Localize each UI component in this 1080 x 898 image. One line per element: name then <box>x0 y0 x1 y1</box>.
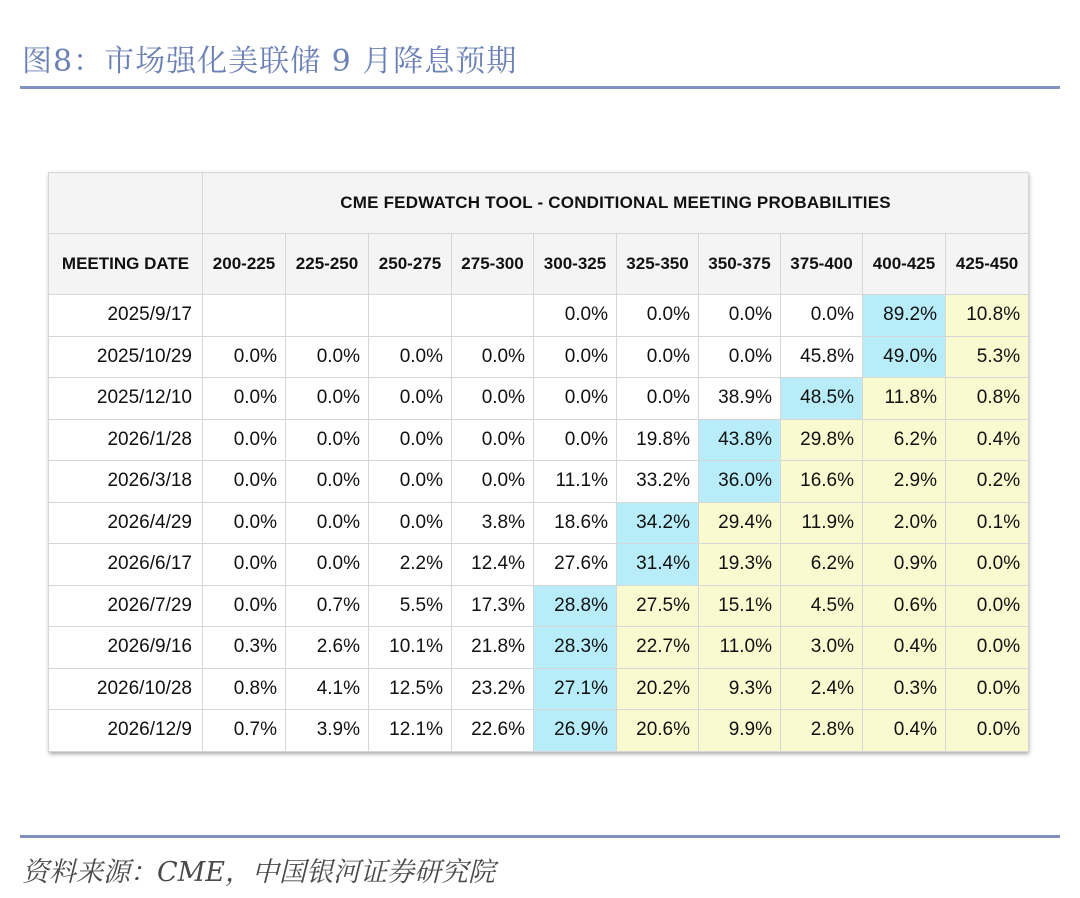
probability-cell: 9.9% <box>699 710 781 752</box>
probability-cell: 27.5% <box>617 585 699 627</box>
probability-cell <box>286 295 369 337</box>
probability-cell: 4.5% <box>781 585 863 627</box>
probability-cell: 29.4% <box>699 502 781 544</box>
probability-cell: 0.0% <box>534 295 617 337</box>
probability-cell: 34.2% <box>617 502 699 544</box>
probability-cell: 5.3% <box>946 336 1029 378</box>
probability-cell: 2.6% <box>286 627 369 669</box>
probability-cell: 0.4% <box>863 627 946 669</box>
table-row <box>49 502 1029 544</box>
probability-cell: 0.7% <box>286 585 369 627</box>
rate-range-header: 225-250 <box>286 234 369 295</box>
probability-cell: 0.8% <box>946 378 1029 420</box>
probability-cell: 0.2% <box>946 461 1029 503</box>
probability-cell: 0.7% <box>203 710 286 752</box>
meeting-date-cell: 2026/4/29 <box>49 502 203 544</box>
probability-cell <box>369 295 452 337</box>
probability-cell: 0.0% <box>534 336 617 378</box>
column-header-row <box>49 234 1029 295</box>
figure-source: 资料来源：CME，中国银河证券研究院 <box>22 857 496 888</box>
meeting-date-cell: 2026/1/28 <box>49 419 203 461</box>
probability-cell: 10.8% <box>946 295 1029 337</box>
probability-cell: 3.8% <box>452 502 534 544</box>
probability-cell: 15.1% <box>699 585 781 627</box>
meeting-date-cell: 2025/9/17 <box>49 295 203 337</box>
probability-cell: 36.0% <box>699 461 781 503</box>
probability-cell: 0.0% <box>452 336 534 378</box>
probability-cell: 2.2% <box>369 544 452 586</box>
probability-cell: 11.9% <box>781 502 863 544</box>
probability-cell: 16.6% <box>781 461 863 503</box>
probability-cell: 2.8% <box>781 710 863 752</box>
probability-cell: 2.4% <box>781 668 863 710</box>
probability-cell: 0.3% <box>863 668 946 710</box>
probability-cell: 33.2% <box>617 461 699 503</box>
probability-cell: 10.1% <box>369 627 452 669</box>
probability-cell: 48.5% <box>781 378 863 420</box>
table-row <box>49 585 1029 627</box>
probability-cell: 0.0% <box>617 378 699 420</box>
rate-range-header: 300-325 <box>534 234 617 295</box>
probability-cell: 11.1% <box>534 461 617 503</box>
probability-cell: 21.8% <box>452 627 534 669</box>
probability-cell: 0.8% <box>203 668 286 710</box>
probability-cell: 28.3% <box>534 627 617 669</box>
probability-cell: 0.3% <box>203 627 286 669</box>
probability-cell: 0.0% <box>203 585 286 627</box>
probability-cell: 45.8% <box>781 336 863 378</box>
probability-cell: 12.1% <box>369 710 452 752</box>
table-row <box>49 544 1029 586</box>
probability-cell: 12.5% <box>369 668 452 710</box>
probability-cell: 0.0% <box>286 419 369 461</box>
probability-table-container <box>48 172 1028 752</box>
probability-cell: 6.2% <box>863 419 946 461</box>
probability-cell: 0.0% <box>946 585 1029 627</box>
probability-cell: 19.8% <box>617 419 699 461</box>
probability-cell: 18.6% <box>534 502 617 544</box>
probability-cell: 0.0% <box>946 544 1029 586</box>
probability-cell: 0.9% <box>863 544 946 586</box>
table-row <box>49 710 1029 752</box>
meeting-date-header: MEETING DATE <box>49 234 203 295</box>
probability-cell: 22.7% <box>617 627 699 669</box>
probability-cell: 0.0% <box>203 544 286 586</box>
meeting-date-cell: 2026/9/16 <box>49 627 203 669</box>
probability-cell: 28.8% <box>534 585 617 627</box>
probability-cell: 0.0% <box>203 502 286 544</box>
probability-cell: 0.0% <box>286 378 369 420</box>
probability-cell: 0.0% <box>699 336 781 378</box>
table-row <box>49 668 1029 710</box>
probability-cell: 0.0% <box>617 295 699 337</box>
rate-range-header: 350-375 <box>699 234 781 295</box>
probability-cell: 0.0% <box>286 502 369 544</box>
probability-cell: 89.2% <box>863 295 946 337</box>
probability-cell: 43.8% <box>699 419 781 461</box>
probability-cell: 0.0% <box>286 336 369 378</box>
probability-cell: 0.0% <box>369 419 452 461</box>
probability-cell: 0.0% <box>617 336 699 378</box>
meeting-date-cell: 2025/10/29 <box>49 336 203 378</box>
tool-title: CME FEDWATCH TOOL - CONDITIONAL MEETING PROBABILITIES <box>203 173 1029 234</box>
probability-cell: 26.9% <box>534 710 617 752</box>
probability-cell: 49.0% <box>863 336 946 378</box>
figure-title: 图8：市场强化美联储 9 月降息预期 <box>22 44 518 79</box>
probability-cell: 0.0% <box>369 461 452 503</box>
probability-cell: 27.6% <box>534 544 617 586</box>
probability-cell: 2.0% <box>863 502 946 544</box>
rate-range-header: 250-275 <box>369 234 452 295</box>
meeting-date-cell: 2026/10/28 <box>49 668 203 710</box>
probability-cell: 0.0% <box>286 461 369 503</box>
probability-cell: 11.8% <box>863 378 946 420</box>
probability-cell: 6.2% <box>781 544 863 586</box>
probability-cell: 0.0% <box>452 419 534 461</box>
rate-range-header: 200-225 <box>203 234 286 295</box>
probability-cell: 0.0% <box>946 627 1029 669</box>
meeting-date-cell: 2026/12/9 <box>49 710 203 752</box>
probability-cell: 20.6% <box>617 710 699 752</box>
table-row <box>49 295 1029 337</box>
probability-cell: 4.1% <box>286 668 369 710</box>
probability-cell: 3.9% <box>286 710 369 752</box>
rate-range-header: 425-450 <box>946 234 1029 295</box>
probability-cell: 0.0% <box>946 710 1029 752</box>
table-row <box>49 461 1029 503</box>
rate-range-header: 275-300 <box>452 234 534 295</box>
probability-cell: 0.0% <box>452 378 534 420</box>
probability-cell: 0.0% <box>369 336 452 378</box>
probability-cell <box>203 295 286 337</box>
probability-cell: 11.0% <box>699 627 781 669</box>
title-divider <box>20 86 1060 89</box>
probability-cell: 22.6% <box>452 710 534 752</box>
probability-cell: 0.1% <box>946 502 1029 544</box>
rate-range-header: 325-350 <box>617 234 699 295</box>
probability-cell: 0.0% <box>534 419 617 461</box>
probability-cell: 38.9% <box>699 378 781 420</box>
table-row <box>49 336 1029 378</box>
source-divider <box>20 835 1060 838</box>
probability-cell: 12.4% <box>452 544 534 586</box>
probability-cell: 0.0% <box>946 668 1029 710</box>
probability-cell: 29.8% <box>781 419 863 461</box>
probability-cell: 2.9% <box>863 461 946 503</box>
probability-cell: 0.0% <box>286 544 369 586</box>
probability-cell: 0.4% <box>863 710 946 752</box>
probability-cell: 0.0% <box>369 502 452 544</box>
tool-title-row <box>49 173 1029 234</box>
rate-range-header: 375-400 <box>781 234 863 295</box>
probability-cell: 27.1% <box>534 668 617 710</box>
probability-cell: 5.5% <box>369 585 452 627</box>
corner-cell <box>49 173 203 234</box>
table-row <box>49 378 1029 420</box>
probability-cell: 31.4% <box>617 544 699 586</box>
probability-table <box>48 172 1029 752</box>
probability-cell: 0.6% <box>863 585 946 627</box>
table-row <box>49 627 1029 669</box>
probability-cell: 0.4% <box>946 419 1029 461</box>
probability-cell: 17.3% <box>452 585 534 627</box>
rate-range-header: 400-425 <box>863 234 946 295</box>
meeting-date-cell: 2026/7/29 <box>49 585 203 627</box>
meeting-date-cell: 2026/6/17 <box>49 544 203 586</box>
meeting-date-cell: 2025/12/10 <box>49 378 203 420</box>
probability-cell: 23.2% <box>452 668 534 710</box>
probability-cell <box>452 295 534 337</box>
probability-cell: 9.3% <box>699 668 781 710</box>
probability-cell: 0.0% <box>369 378 452 420</box>
probability-cell: 0.0% <box>699 295 781 337</box>
probability-cell: 19.3% <box>699 544 781 586</box>
probability-cell: 0.0% <box>203 461 286 503</box>
probability-cell: 0.0% <box>452 461 534 503</box>
probability-cell: 3.0% <box>781 627 863 669</box>
probability-cell: 20.2% <box>617 668 699 710</box>
probability-cell: 0.0% <box>534 378 617 420</box>
probability-cell: 0.0% <box>781 295 863 337</box>
meeting-date-cell: 2026/3/18 <box>49 461 203 503</box>
table-row <box>49 419 1029 461</box>
probability-cell: 0.0% <box>203 419 286 461</box>
probability-cell: 0.0% <box>203 336 286 378</box>
probability-cell: 0.0% <box>203 378 286 420</box>
